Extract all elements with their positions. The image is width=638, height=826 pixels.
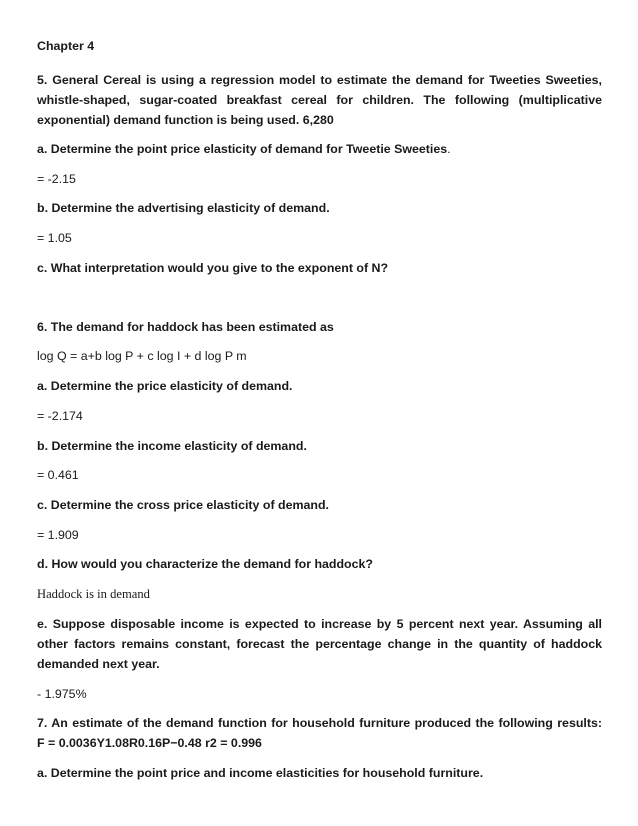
q5a-answer: = -2.15 bbox=[37, 172, 76, 186]
q7a-question: a. Determine the point price and income elasticities for household furniture. bbox=[37, 766, 484, 780]
q6b-answer: = 0.461 bbox=[37, 468, 79, 482]
q6b-question: b. Determine the income elasticity of demand. bbox=[37, 439, 307, 453]
q6d-answer: Haddock is in demand bbox=[37, 587, 150, 601]
q7-equation: F = 0.0036Y1.08R0.16P−0.48 r2 = 0.996 bbox=[37, 736, 262, 750]
q6c-answer: = 1.909 bbox=[37, 528, 79, 542]
q6a-question: a. Determine the price elasticity of demand. bbox=[37, 379, 293, 393]
q5a-question-period: . bbox=[447, 142, 451, 156]
q6e-text-line-3: demanded next year. bbox=[37, 657, 160, 671]
q5c-question: c. What interpretation would you give to the exponent of N? bbox=[37, 261, 389, 275]
q5a-question-text: a. Determine the point price elasticity of demand for Tweetie Sweeties bbox=[37, 142, 448, 156]
q5b-question: b. Determine the advertising elasticity of demand. bbox=[37, 201, 330, 215]
q6-heading: 6. The demand for haddock has been estimated as bbox=[37, 320, 334, 334]
q6d-question: d. How would you characterize the demand for haddock? bbox=[37, 557, 373, 571]
chapter-title: Chapter 4 bbox=[37, 39, 95, 53]
q5a-question bbox=[37, 139, 602, 160]
q5-text-line-3: exponential) demand function is being used. 6,280 bbox=[37, 113, 334, 127]
q6e-text-line-1: e. Suppose disposable income is expected to increase by 5 percent next year. Assuming all bbox=[37, 617, 602, 631]
q5-text-line-1: 5. General Cereal is using a regression model to estimate the demand for Tweeties Sweeties, bbox=[37, 73, 602, 87]
q6e-text-line-2: other factors remains constant, forecast the percentage change in the quantity of haddock bbox=[37, 637, 602, 651]
q5b-answer: = 1.05 bbox=[37, 231, 72, 245]
q7-text-line-1: 7. An estimate of the demand function for household furniture produced the following results: bbox=[37, 716, 602, 730]
q6-equation: log Q = a+b log P + c log I + d log P m bbox=[37, 349, 247, 363]
q6c-question: c. Determine the cross price elasticity of demand. bbox=[37, 498, 329, 512]
q6e-answer: - 1.975% bbox=[37, 687, 87, 701]
q6a-answer: = -2.174 bbox=[37, 409, 83, 423]
q5-text-line-2: whistle-shaped, sugar-coated breakfast cereal for children. The following (multiplicative bbox=[37, 93, 602, 107]
